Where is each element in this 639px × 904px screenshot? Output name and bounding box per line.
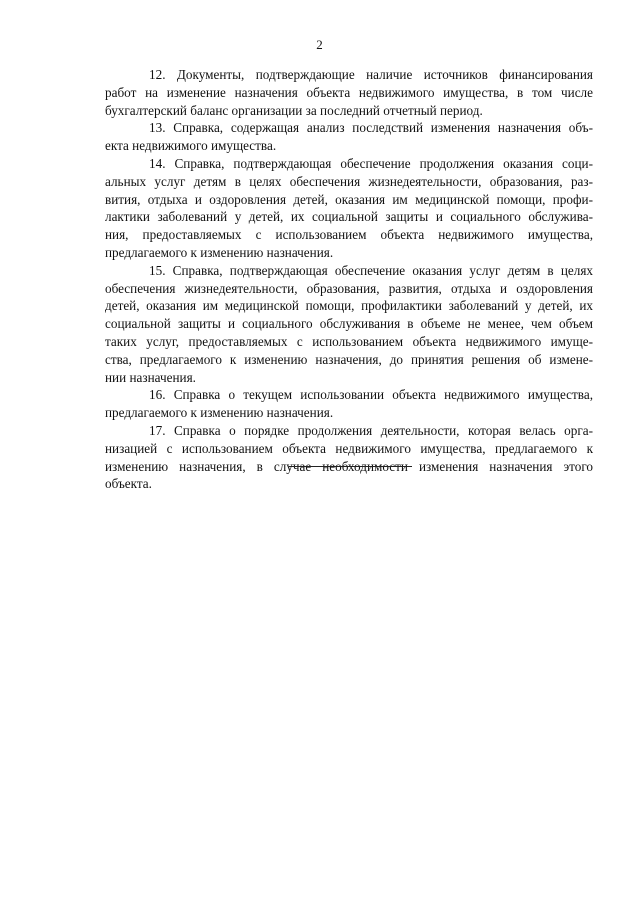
paragraph-line: низацией с использованием объекта недвижимого имущества, предлагаемого к xyxy=(105,440,593,456)
paragraph-line: вития, отдыха и оздоровления детей, оказания им медицинской помощи, профи- xyxy=(105,191,593,207)
paragraph-line: работ на изменение назначения объекта недвижимого имущества, в том числе xyxy=(105,84,593,100)
paragraph-15 xyxy=(105,262,593,387)
paragraph-line: таких услуг, предоставляемых с использованием объекта недвижимого имуще- xyxy=(105,333,593,349)
paragraph-line: 17. Справка о порядке продолжения деятельности, которая велась орга- xyxy=(149,422,593,438)
paragraph-line: лактики заболеваний у детей, их социальной защиты и социального обслужива- xyxy=(105,209,593,225)
end-of-document-rule xyxy=(289,466,412,467)
paragraph-13 xyxy=(105,119,593,155)
paragraph-line: 16. Справка о текущем использовании объекта недвижимого имущества, xyxy=(149,387,593,403)
paragraph-line: 15. Справка, подтверждающая обеспечение оказания услуг детям в целях xyxy=(149,262,593,278)
paragraph-line: 14. Справка, подтверждающая обеспечение продолжения оказания соци- xyxy=(149,155,593,171)
document-body xyxy=(105,66,593,493)
paragraph-line: изменению назначения, в случае необходимости изменения назначения этого xyxy=(105,458,593,474)
paragraph-line: бухгалтерский баланс организации за последний отчетный период. xyxy=(105,102,483,118)
paragraph-line: 13. Справка, содержащая анализ последствий изменения назначения объ- xyxy=(149,120,593,136)
paragraph-line: социальной защиты и социального обслуживания в объеме не менее, чем объем xyxy=(105,316,593,332)
paragraph-line: ства, предлагаемого к изменению назначения, до принятия решения об измене- xyxy=(105,351,593,367)
paragraph-17 xyxy=(105,422,593,493)
paragraph-line: ния, предоставляемых с использованием объекта недвижимого имущества, xyxy=(105,227,593,243)
paragraph-line: объекта. xyxy=(105,476,152,492)
paragraph-14 xyxy=(105,155,593,262)
paragraph-line: обеспечения жизнедеятельности, образования, развития, отдыха и оздоровления xyxy=(105,280,593,296)
paragraph-12 xyxy=(105,66,593,119)
paragraph-line: 12. Документы, подтверждающие наличие источников финансирования xyxy=(149,67,593,82)
paragraph-line: детей, оказания им медицинской помощи, профилактики заболеваний у детей, их xyxy=(105,298,593,314)
paragraph-line: екта недвижимого имущества. xyxy=(105,138,277,154)
paragraph-line: нии назначения. xyxy=(105,369,196,385)
paragraph-line: альных услуг детям в целях обеспечения жизнедеятельности, образования, раз- xyxy=(105,173,593,189)
paragraph-line: предлагаемого к изменению назначения. xyxy=(105,405,334,421)
paragraph-16 xyxy=(105,386,593,422)
page-number: 2 xyxy=(316,37,323,52)
paragraph-line: предлагаемого к изменению назначения. xyxy=(105,244,334,260)
